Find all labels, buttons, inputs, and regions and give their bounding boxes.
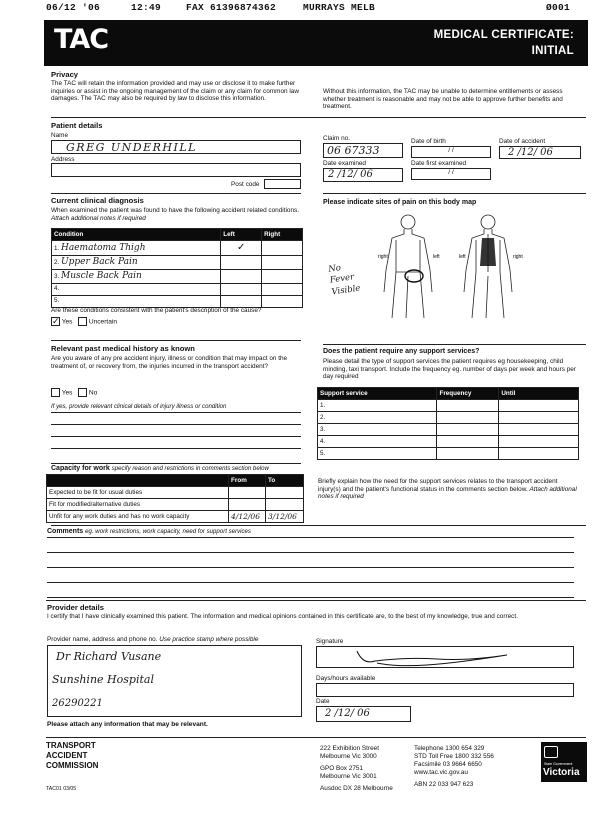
form-title-line2: INITIAL: [531, 44, 574, 57]
days-field[interactable]: [316, 683, 574, 697]
comments-note: eg. work restrictions, work capacity, need for support services: [85, 528, 251, 535]
provider-line1: Dr Richard Vusane: [56, 650, 162, 663]
dob-field[interactable]: [411, 146, 491, 158]
provider-name-note: Use practice stamp where possible: [159, 636, 259, 643]
diagnosis-intro-note: Attach additional notes if required: [51, 214, 146, 222]
claim-value: 06 67333: [327, 144, 380, 157]
row-num: 1.: [54, 244, 60, 252]
comments-heading-wrap: [47, 528, 251, 536]
front-left-label: left: [433, 254, 440, 260]
divider: [46, 600, 586, 601]
patient-heading: Patient details: [51, 121, 103, 130]
right-value[interactable]: [262, 241, 303, 256]
form-title: [434, 28, 574, 59]
right-value[interactable]: [262, 283, 303, 295]
date-first-examined-label: Date first examined: [411, 160, 467, 167]
yes-label: Yes: [61, 318, 73, 326]
privacy-right-text: Without this information, the TAC may be unable to determine entitlements or assess whether treatment is reasonable and may not be able to approve further benefits and treatment.: [323, 88, 563, 111]
name-field[interactable]: [51, 140, 301, 154]
header-banner: [44, 20, 588, 66]
capacity-row[interactable]: [47, 511, 304, 523]
name-label: Name: [51, 132, 69, 139]
diagnosis-row[interactable]: [52, 241, 303, 256]
claim-field[interactable]: [323, 143, 403, 158]
col-until: Until: [499, 388, 579, 400]
front-right-label: right: [378, 254, 388, 260]
capacity-to[interactable]: [266, 499, 304, 511]
col-support-service: Support service: [318, 388, 437, 400]
capacity-heading: Capacity for work: [51, 465, 110, 472]
date-first-examined-value: / /: [448, 169, 454, 176]
divider: [323, 344, 586, 345]
website: www.tac.vic.gov.au: [414, 769, 468, 776]
col-left: Left: [221, 229, 262, 241]
org-line3: COMMISSION: [46, 761, 99, 770]
facsimile: Facsimile 03 9664 6650: [414, 761, 482, 768]
addr1: 222 Exhibition Street: [320, 745, 379, 752]
support-row-num: 3.: [318, 424, 437, 436]
form-title-line1: MEDICAL CERTIFICATE:: [433, 29, 574, 41]
abn: ABN 22 033 947 623: [414, 781, 474, 788]
divider: [51, 525, 586, 526]
dob-value: / /: [448, 147, 454, 154]
provider-line3: 26290221: [52, 698, 103, 709]
addr2: Melbourne Vic 3000: [320, 753, 377, 760]
fax-page: Ø001: [546, 2, 571, 13]
col-from: From: [229, 475, 266, 487]
footer-contact: [414, 745, 494, 789]
org-name: [46, 741, 98, 771]
capacity-to[interactable]: 3/12/06: [266, 511, 304, 523]
support-row-num: 4.: [318, 436, 437, 448]
uncertain-label: Uncertain: [88, 318, 118, 326]
addr4: Melbourne Vic 3001: [320, 773, 377, 780]
left-value[interactable]: [221, 283, 262, 295]
support-intro: Please detail the type of support services the patient requires eg housekeeping, child minding, taxi transport. Include the frequency eg. number of days per week and hours per day required: [323, 358, 576, 381]
support-row[interactable]: [318, 448, 579, 460]
row-num: 4.: [54, 285, 60, 293]
diagnosis-row[interactable]: [52, 269, 303, 283]
address-label: Address: [51, 156, 75, 163]
body-map-heading: Please indicate sites of pain on this body map: [323, 199, 477, 206]
col-right: Right: [262, 229, 303, 241]
dob-label: Date of birth: [411, 138, 446, 145]
back-left-label: left: [459, 254, 466, 260]
history-if-yes: If yes, provide relevant clinical details of injury illness or condition: [51, 403, 227, 410]
comments-heading: Comments: [47, 528, 84, 535]
signature-field[interactable]: [316, 646, 574, 668]
capacity-label: Expected to be fit for usual duties: [47, 487, 229, 499]
yes-checkbox[interactable]: ✓: [52, 316, 60, 326]
provider-name-label: Provider name, address and phone no.: [47, 636, 158, 643]
support-row-num: 1.: [318, 400, 437, 412]
row-num: 3.: [54, 272, 60, 280]
accident-date-field[interactable]: [499, 146, 581, 159]
uncertain-checkbox[interactable]: [78, 317, 87, 326]
org-line1: TRANSPORT: [46, 741, 96, 750]
capacity-heading-wrap: [51, 465, 269, 473]
support-row[interactable]: [318, 436, 579, 448]
history-yes-checkbox[interactable]: [51, 388, 60, 397]
capacity-label: Unfit for any work duties and has no work capacity: [47, 511, 229, 523]
support-row-num: 2.: [318, 412, 437, 424]
left-value[interactable]: ✓: [221, 241, 262, 256]
date-field[interactable]: [316, 706, 411, 722]
form-code: TAC01 03/05: [46, 786, 77, 792]
support-row[interactable]: [318, 400, 579, 412]
support-heading: Does the patient require any support services?: [323, 348, 480, 355]
history-no-label: No: [88, 389, 98, 397]
signature-label: Signature: [316, 638, 344, 645]
col-condition: Condition: [52, 229, 221, 241]
divider: [51, 193, 301, 194]
body-map-note: No Fever Visible: [327, 263, 362, 298]
capacity-from[interactable]: 4/12/06: [229, 511, 266, 523]
fax-date: 06/12 '06: [46, 2, 101, 13]
left-value[interactable]: [221, 295, 262, 307]
support-explain-text: Briefly explain how the need for the support services relates to the transport accident injury(s) and the patient's functional status in the comments section below.: [318, 478, 558, 493]
right-value[interactable]: [262, 269, 303, 283]
privacy-heading: Privacy: [51, 70, 79, 79]
diagnosis-heading: Current clinical diagnosis: [51, 196, 144, 205]
history-yes-label: Yes: [61, 389, 73, 397]
history-options: [51, 388, 97, 397]
capacity-note: specify reason and restrictions in comments section below: [111, 465, 269, 472]
right-value[interactable]: [262, 256, 303, 270]
support-row-num: 5.: [318, 448, 437, 460]
diagnosis-row[interactable]: [52, 256, 303, 270]
divider: [51, 463, 301, 464]
history-question: Are you aware of any pre accident injury, illness or condition that may impact on the treatment of, or recovery from, the injuries incurred in the transport accident?: [51, 355, 288, 370]
history-no-checkbox[interactable]: [78, 388, 87, 397]
date-examined-value: 2 /12/ 06: [328, 169, 373, 180]
row-num: 5.: [54, 297, 60, 305]
capacity-to[interactable]: [266, 487, 304, 499]
provider-heading: Provider details: [47, 603, 104, 612]
capacity-table: [46, 474, 304, 523]
provider-stamp-field[interactable]: [47, 645, 302, 717]
address-field[interactable]: [51, 163, 301, 177]
support-explain-note: Attach additional notes if required: [318, 485, 577, 501]
diagnosis-intro: [51, 207, 303, 222]
fax-time: 12:49: [131, 2, 162, 13]
divider: [51, 117, 586, 118]
footer-address: [320, 745, 393, 793]
support-row[interactable]: [318, 424, 579, 436]
provider-line2: Sunshine Hospital: [52, 673, 154, 686]
condition-value: Muscle Back Pain: [61, 270, 142, 281]
left-value[interactable]: [221, 256, 262, 270]
support-explain: [318, 478, 580, 501]
consistent-question: Are these conditions consistent with the patient's description of the cause?: [51, 307, 262, 314]
diagnosis-row[interactable]: [52, 295, 303, 307]
attach-note: Please attach any information that may be relevant.: [47, 721, 208, 728]
support-table: [317, 387, 579, 460]
condition-value: Upper Back Pain: [61, 257, 138, 267]
divider: [46, 737, 586, 738]
condition-value: Haematoma Thigh: [61, 242, 146, 253]
col-to: To: [266, 475, 304, 487]
diagnosis-intro-text: When examined the patient was found to have the following accident related conditions.: [51, 207, 299, 214]
support-row[interactable]: [318, 412, 579, 424]
name-value: GREG UNDERHILL: [66, 141, 197, 154]
std-toll-free: STD Toll Free 1800 332 556: [414, 753, 494, 760]
comments-lines[interactable]: [47, 537, 574, 598]
privacy-left-text: The TAC will retain the information provided and may use or disclose it to make further inquiries or assist in the ongoing management of the claim or any claim for common law damages. The TAC may also be required by law to disclose this information.: [51, 80, 299, 103]
provider-certify: I certify that I have clinically examined this patient. The information and medical opinions contained in this certificate are, to the best of my knowledge, true and correct.: [47, 613, 518, 620]
addr3: GPO Box 2751: [320, 765, 363, 772]
back-right-label: right: [513, 254, 523, 260]
capacity-row[interactable]: [47, 487, 304, 499]
capacity-row[interactable]: [47, 499, 304, 511]
divider: [51, 340, 301, 341]
days-label: Days/hours available: [316, 675, 376, 682]
diagnosis-table: [51, 228, 303, 308]
capacity-label: Fit for modified/alternative duties: [47, 499, 229, 511]
org-line2: ACCIDENT: [46, 751, 88, 760]
postcode-label: Post code: [231, 181, 260, 188]
capacity-from[interactable]: [229, 499, 266, 511]
signature-mark: [317, 647, 575, 669]
history-lines[interactable]: [51, 412, 301, 460]
vic-small: State Government: [544, 762, 573, 766]
date-examined-label: Date examined: [323, 160, 366, 167]
accident-date-value: 2 /12/ 06: [508, 147, 553, 158]
fax-sender: MURRAYS MELB: [303, 2, 376, 13]
vic-name: Victoria: [543, 767, 580, 778]
consistent-options: [51, 317, 117, 326]
accident-date-label: Date of accident: [499, 138, 546, 145]
telephone: Telephone 1300 654 329: [414, 745, 485, 752]
tac-logo: TAC: [54, 24, 109, 55]
row-num: 2.: [54, 259, 60, 266]
fax-number: FAX 61396874362: [186, 2, 277, 13]
right-value[interactable]: [262, 295, 303, 307]
divider: [323, 193, 586, 194]
victoria-logo: [541, 742, 587, 782]
postcode-field[interactable]: [264, 179, 301, 189]
left-value[interactable]: [221, 269, 262, 283]
date-examined-field[interactable]: [323, 168, 403, 182]
diagnosis-row[interactable]: [52, 283, 303, 295]
claim-label: Claim no.: [323, 135, 350, 142]
date-label: Date: [316, 698, 330, 705]
col-frequency: Frequency: [437, 388, 499, 400]
history-heading: Relevant past medical history as known: [51, 344, 195, 353]
capacity-from[interactable]: [229, 487, 266, 499]
date-first-examined-field[interactable]: [411, 168, 491, 180]
date-value: 2 /12/ 06: [325, 708, 370, 719]
provider-name-label-wrap: [47, 636, 258, 644]
addr5: Ausdoc DX 28 Melbourne: [320, 785, 393, 792]
